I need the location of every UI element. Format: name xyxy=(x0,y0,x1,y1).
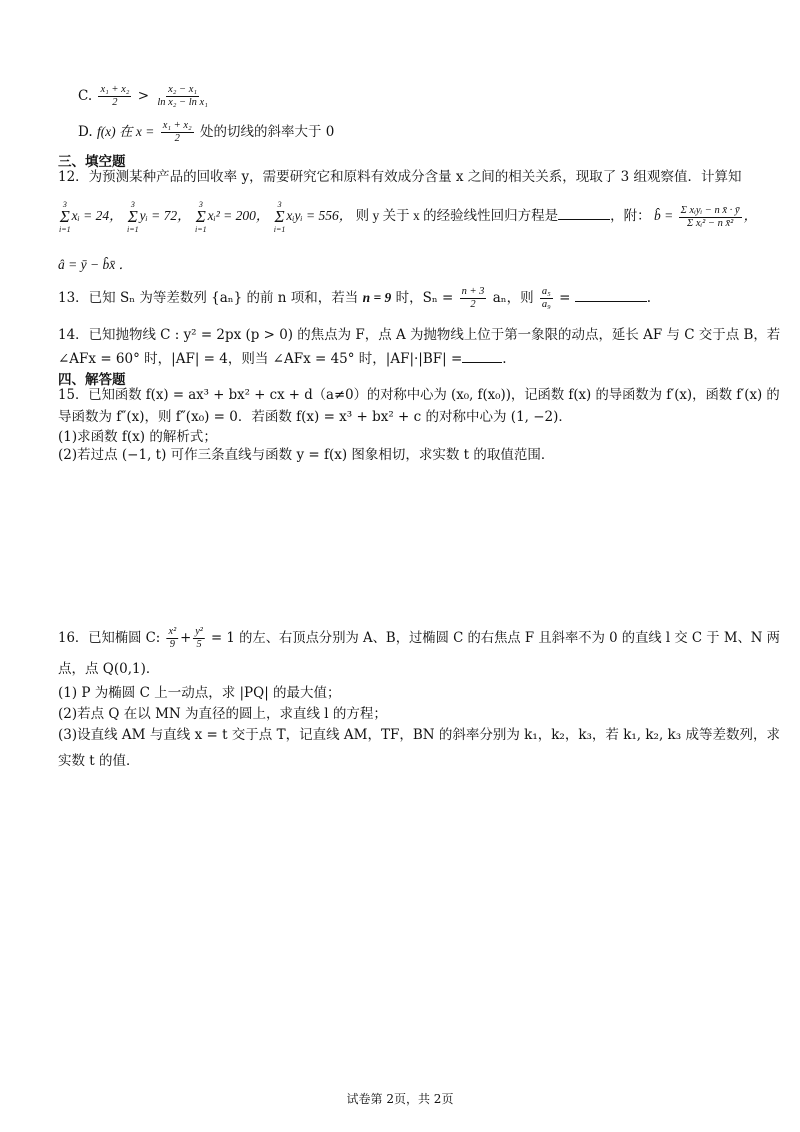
b-hat-fraction: $\frac{\text{Σ xᵢyᵢ − n x̄ · ȳ}}{\text{Σ xᵢ² − n x̄²}}$ xyxy=(680,204,740,229)
section-3-heading: 三、填空题 xyxy=(58,154,126,170)
q12-line-1: 12．为预测某种产品的回收率 y，需要研究它和原料有效成分含量 x 之间的相关关系，现取了 3 组观察值．计算知 xyxy=(58,169,742,185)
q16-sub-2: (2)若点 Q 在以 MN 为直径的圆上，求直线 l 的方程； xyxy=(58,706,387,722)
q15-sub-2: (2)若过点 (−1, t) 可作三条直线与函数 y = f(x) 图象相切，求实数 t 的取值范围． xyxy=(58,447,555,463)
q13-fraction: $\frac{n + 3}{2}$ xyxy=(461,286,485,310)
q16-sub-3a: (3)设直线 AM 与直线 x = t 交于点 T，记直线 AM，TF，BN 的斜率分别为 k₁，k₂，k₃，若 k₁, k₂, k₃ 成等差数列，求 xyxy=(58,727,780,743)
q16-line-2: 点，点 Q(0,1)． xyxy=(58,661,160,677)
sum-sign: 3 Σ i=1 xyxy=(127,200,139,234)
answer-blank[interactable] xyxy=(558,219,610,220)
q15-line-2: 导函数为 f″(x)，则 f″(x₀) = 0．若函数 f(x) = x³ + bx² + c 的对称中心为 (1, −2)． xyxy=(58,409,572,425)
q11-option-d: D. f(x) 在 x = $\frac{\text{x₁ + x₂}}{2}$ 处的切线的斜率大于 0 xyxy=(78,120,335,144)
q15-sub-1: (1)求函数 f(x) 的解析式； xyxy=(58,429,217,445)
ellipse-x-term: $\frac{\text{x²}}{9}$ xyxy=(168,626,177,650)
sum-sign: 3 Σ i=1 xyxy=(59,200,71,234)
ellipse-y-term: $\frac{\text{y²}}{5}$ xyxy=(195,626,203,650)
q14-line-1: 14．已知抛物线 C : y² = 2px (p > 0) 的焦点为 F，点 A 为抛物线上位于第一象限的动点，延长 AF 与 C 交于点 B，若 xyxy=(58,327,781,343)
q16-sub-3b: 实数 t 的值． xyxy=(58,753,140,769)
answer-blank[interactable] xyxy=(575,301,647,302)
q13: 13．已知 Sₙ 为等差数列 {aₙ} 的前 n 项和，若当 n = 9 时，Sₙ = $\frac{n + 3}{2}$ aₙ，则 $\frac{\text{a₅}}{\text{a₉}}$ = . xyxy=(58,286,652,310)
option-d-label: D. xyxy=(78,124,93,140)
q16-sub-1: (1) P 为椭圆 C 上一动点，求 |PQ| 的最大值； xyxy=(58,685,341,701)
answer-blank[interactable] xyxy=(462,362,502,363)
option-c-lhs-fraction: $\frac{\text{x₁ + x₂}}{2}$ xyxy=(100,84,130,108)
sum-sign: 3 Σ i=1 xyxy=(273,200,286,234)
section-4-heading: 四、解答题 xyxy=(58,372,126,388)
sum-sign: 3 Σ i=1 xyxy=(195,200,207,234)
q12-line-3: â = ȳ − b̂x̄ ． xyxy=(58,257,133,272)
page-footer: 试卷第 2页，共 2页 xyxy=(346,1092,454,1106)
q11-option-c: C. $\frac{\text{x₁ + x₂}}{2}$ > $\frac{\text{x₂ − x₁}}{\text{ln x₂ − ln x₁}}$ xyxy=(78,84,208,108)
q15-line-1: 15．已知函数 f(x) = ax³ + bx² + cx + d（a≠0）的对称中心为 (x₀, f(x₀))，记函数 f(x) 的导函数为 f′(x)，函数 f′(x) 的 xyxy=(58,387,780,403)
option-c-label: C. xyxy=(78,88,93,104)
q14-line-2: ∠AFx = 60° 时，|AF| = 4，则当 ∠AFx = 45° 时，|AF|·|BF| = . xyxy=(58,351,507,367)
q13-ratio-fraction: $\frac{\text{a₅}}{\text{a₉}}$ xyxy=(541,286,551,310)
option-d-fraction: $\frac{\text{x₁ + x₂}}{2}$ xyxy=(162,120,192,144)
q12-line-2: 3 Σ i=1 xᵢ = 24， 3 Σ i=1 yᵢ = 72， 3 Σ i=1 xᵢ² = 200， 3 Σ i=1 xᵢyᵢ = 556， 则 y 关于 x 的经验线性回归方程是 ，附： b̂ = $\frac{\text{Σ xᵢyᵢ − n x̄ · ȳ}}{\text{Σ xᵢ² − n x̄²}}$ ， xyxy=(59,200,758,234)
q16-line-1: 16．已知椭圆 C: $\frac{\text{x²}}{9}$ + $\frac{\text{y²}}{5}$ = 1 的左、右顶点分别为 A、B，过椭圆 C 的右焦点 F 且斜率不为 0 的直线 l 交 C 于 M、N 两 xyxy=(58,626,780,650)
option-c-rhs-fraction: $\frac{\text{x₂ − x₁}}{\text{ln x₂ − ln x₁}}$ xyxy=(157,84,208,108)
